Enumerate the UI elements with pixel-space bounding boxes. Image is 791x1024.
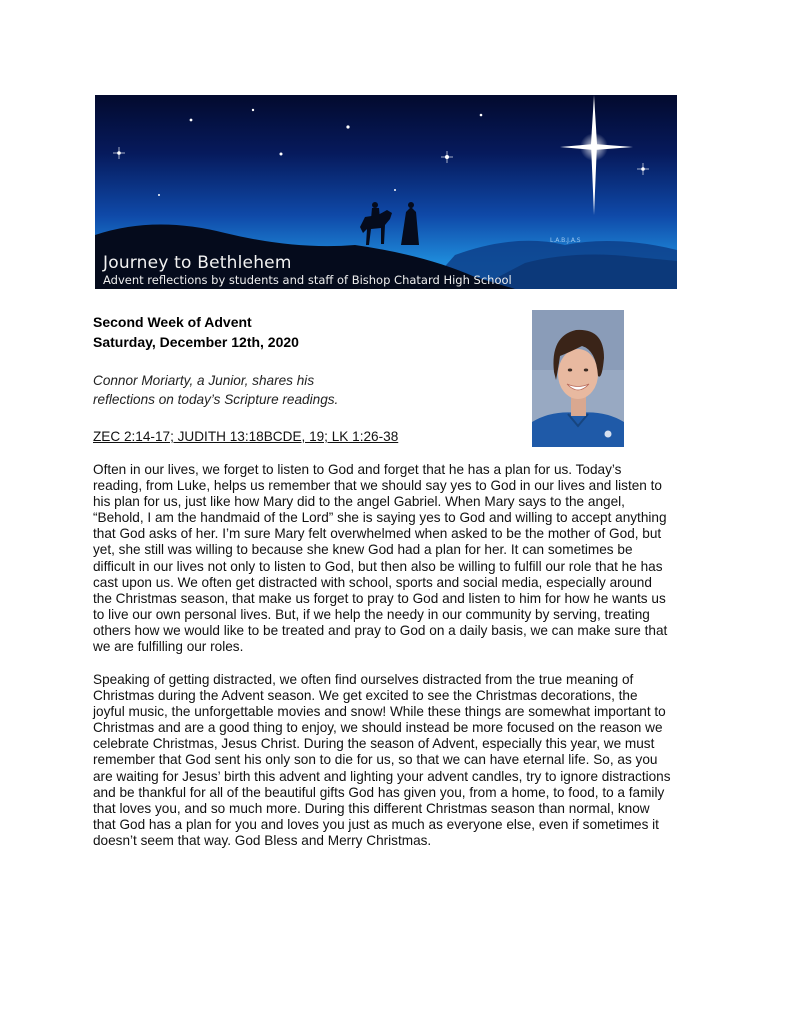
text-line: and be thankful for all of the beautiful gifts God has given you, from a home, to food, to a family xyxy=(93,784,665,800)
text-line: Christmas during the Advent season. We get excited to see the Christmas decorations, the xyxy=(93,688,638,704)
svg-text:L.A.B.J.A.S: L.A.B.J.A.S xyxy=(550,237,581,244)
portrait-image xyxy=(532,310,624,447)
intro-line: Connor Moriarty, a Junior, shares his xyxy=(93,373,315,388)
text-line: Speaking of getting distracted, we often find ourselves distracted from the true meaning of xyxy=(93,672,634,687)
text-line: that God asks of her. I’m sure Mary felt overwhelmed when asked to be the mother of God, but xyxy=(93,526,662,542)
scripture-readings-link: ZEC 2:14-17; JUDITH 13:18BCDE, 19; LK 1:26-38 xyxy=(93,429,399,444)
week-heading: Second Week of Advent xyxy=(93,314,252,330)
date-heading: Saturday, December 12th, 2020 xyxy=(93,334,299,350)
author-photo xyxy=(532,310,624,447)
header-banner xyxy=(95,95,677,289)
text-line: that God has a plan for you and loves you just as much as everyone else, even if sometimes it xyxy=(93,816,659,832)
text-line: doesn’t seem that way. God Bless and Merry Christmas. xyxy=(93,832,432,848)
text-line: others how we would like to be treated and pray to God on a daily basis, we can make sure that xyxy=(93,622,668,638)
text-line: the Christmas season, that make us forget to pray to God and listen to him for how he wants us xyxy=(93,590,666,606)
text-line: we are fulfilling our roles. xyxy=(93,639,244,655)
author-intro xyxy=(93,371,393,409)
text-line: “Behold, I am the handmaid of the Lord” she is saying yes to God and willing to accept anything xyxy=(93,510,667,526)
text-line: yet, she still was willing to because she knew God had a plan for her. It can sometimes be xyxy=(93,542,633,558)
small-stars xyxy=(117,109,645,196)
banner-subtitle: Advent reflections by students and staff of Bishop Chatard High School xyxy=(103,273,512,287)
star-of-bethlehem-icon xyxy=(560,95,633,215)
text-line: that loves you, and so much more. During this different Christmas season than normal, know xyxy=(93,800,650,816)
text-line: celebrate Christmas, Jesus Christ. During the season of Advent, especially this year, we must xyxy=(93,736,655,752)
text-line: difficult in our lives not only to listen to God, but then also be willing to fulfill our role that he has xyxy=(93,558,663,574)
text-line: his plan for us, just like how Mary did to the angel Gabriel. When Mary says to the angel, xyxy=(93,494,625,510)
reflection-paragraph-2 xyxy=(93,672,733,849)
banner-title: Journey to Bethlehem xyxy=(103,253,292,273)
intro-line: reflections on today’s Scripture readings. xyxy=(93,392,339,407)
text-line: cast upon us. We often get distracted with school, sports and social media, especially around xyxy=(93,574,652,590)
text-line: joyful music, the unforgettable movies and snow! While these things are somewhat important to xyxy=(93,704,666,720)
text-line: reading, from Luke, helps us remember that we should say yes to God in our lives and listen to xyxy=(93,478,662,494)
text-line: Often in our lives, we forget to listen to God and forget that he has a plan for us. Today’s xyxy=(93,462,622,477)
travelers-silhouette xyxy=(360,202,419,245)
text-line: are waiting for Jesus’ birth this advent and lighting your advent candles, try to ignore distractions xyxy=(93,768,671,784)
text-line: Christmas and are a good thing to enjoy, we should instead be more focused on the reason we xyxy=(93,720,663,736)
text-line: remember that God sent his only son to die for us, so that we can have eternal life. So, as you xyxy=(93,752,658,768)
reflection-paragraph-1 xyxy=(93,462,733,655)
text-line: to live our own personal lives. But, if we help the needy in our community by serving, treating xyxy=(93,606,650,622)
